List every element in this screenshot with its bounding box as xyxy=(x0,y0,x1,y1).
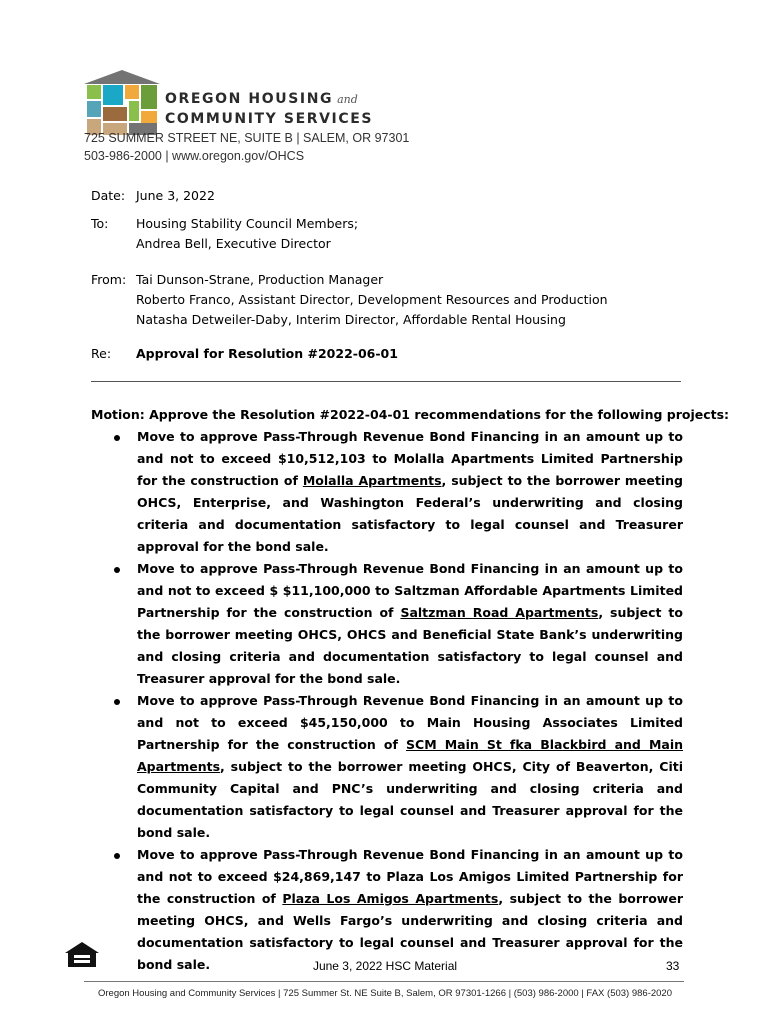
motion-item-text: , subject to the borrower meeting OHCS, OHCS and Beneficial State Bank’s underwriting and closing criteria and documentation satisfactory to legal counsel and Treasurer approval for the bond sale. xyxy=(137,605,683,686)
bullet-icon xyxy=(114,853,120,859)
project-name: SCM Main St fka Blackbird and Main Apartments xyxy=(137,737,684,774)
house-grid-logo-icon xyxy=(84,68,160,140)
re-label: Re: xyxy=(91,346,112,361)
to-line: Andrea Bell, Executive Director xyxy=(136,236,331,251)
bullet-icon xyxy=(114,435,120,441)
from-line: Tai Dunson-Strane, Production Manager xyxy=(136,272,384,287)
motion-item xyxy=(91,426,683,558)
re-value: Approval for Resolution #2022-06-01 xyxy=(136,346,398,361)
to-line: Housing Stability Council Members; xyxy=(136,216,359,231)
motion-heading: Motion: Approve the Resolution #2022-04-01 recommendations for the following projects: xyxy=(91,407,730,422)
from-line: Roberto Franco, Assistant Director, Development Resources and Production xyxy=(136,292,608,307)
letterhead-contact: 503-986-2000 | www.oregon.gov/OHCS xyxy=(84,149,305,163)
motion-item xyxy=(91,558,683,690)
org-name-line2: COMMUNITY SERVICES xyxy=(165,111,374,127)
motion-item-text: , subject to the borrower meeting OHCS, City of Beaverton, Citi Community Capital and PNC’s underwriting and closing criteria and documentation satisfactory to legal counsel and Treasurer approval for the bond sale. xyxy=(137,759,683,840)
motion-item xyxy=(91,844,683,976)
motion-item-text: Move to approve Pass-Through Revenue Bond Financing in an amount up to and not to exceed $10,512,103 to Molalla Apartments Limited Partnership for the construction of xyxy=(137,429,683,488)
org-name-line1: OREGON HOUSING and xyxy=(165,91,358,107)
motion-item xyxy=(91,690,683,844)
from-label: From: xyxy=(91,272,127,287)
motion-item-text: , subject to the borrower meeting OHCS, Enterprise, and Washington Federal’s underwriting and closing criteria and documentation satisfactory to legal counsel and Treasurer approval for the bond sale. xyxy=(137,473,684,554)
project-name: Plaza Los Amigos Apartments xyxy=(282,891,499,906)
motion-item-text: Move to approve Pass-Through Revenue Bond Financing in an amount up to and not to exceed $45,150,000 to Main Housing Associates Limited Partnership for the construction of xyxy=(137,693,683,752)
header-divider xyxy=(91,381,681,382)
project-name: Saltzman Road Apartments xyxy=(400,605,599,620)
org-name-and: and xyxy=(337,93,358,106)
bullet-icon xyxy=(114,567,120,573)
motion-item-text: Move to approve Pass-Through Revenue Bond Financing in an amount up to and not to exceed $24,869,147 to Plaza Los Amigos Limited Partnership for the construction of xyxy=(137,847,683,906)
bullet-icon xyxy=(114,699,120,705)
motion-item-text: , subject to the borrower meeting OHCS, and Wells Fargo’s underwriting and closing criteria and documentation satisfactory to legal counsel and Treasurer approval for the bond sale. xyxy=(137,891,683,972)
from-line: Natasha Detweiler-Daby, Interim Director, Affordable Rental Housing xyxy=(136,312,566,327)
project-name: Molalla Apartments xyxy=(302,473,442,488)
date-label: Date: xyxy=(91,188,126,203)
date-value: June 3, 2022 xyxy=(136,188,215,203)
motion-item-text: Move to approve Pass-Through Revenue Bond Financing in an amount up to and not to exceed $ $11,100,000 to Saltzman Affordable Apartments Limited Partnership for the construction of xyxy=(137,561,683,620)
to-label: To: xyxy=(91,216,109,231)
footer-center-text: June 3, 2022 HSC Material xyxy=(312,959,458,973)
page-number: 33 xyxy=(666,959,680,973)
footer-address: Oregon Housing and Community Services | 725 Summer St. NE Suite B, Salem, OR 97301-1266 | (503) 986-2000 | FAX (503) 986-2020 xyxy=(97,988,672,999)
letterhead-address: 725 SUMMER STREET NE, SUITE B | SALEM, OR 97301 xyxy=(84,131,410,145)
motion-list xyxy=(91,426,683,976)
footer-divider xyxy=(84,981,684,982)
